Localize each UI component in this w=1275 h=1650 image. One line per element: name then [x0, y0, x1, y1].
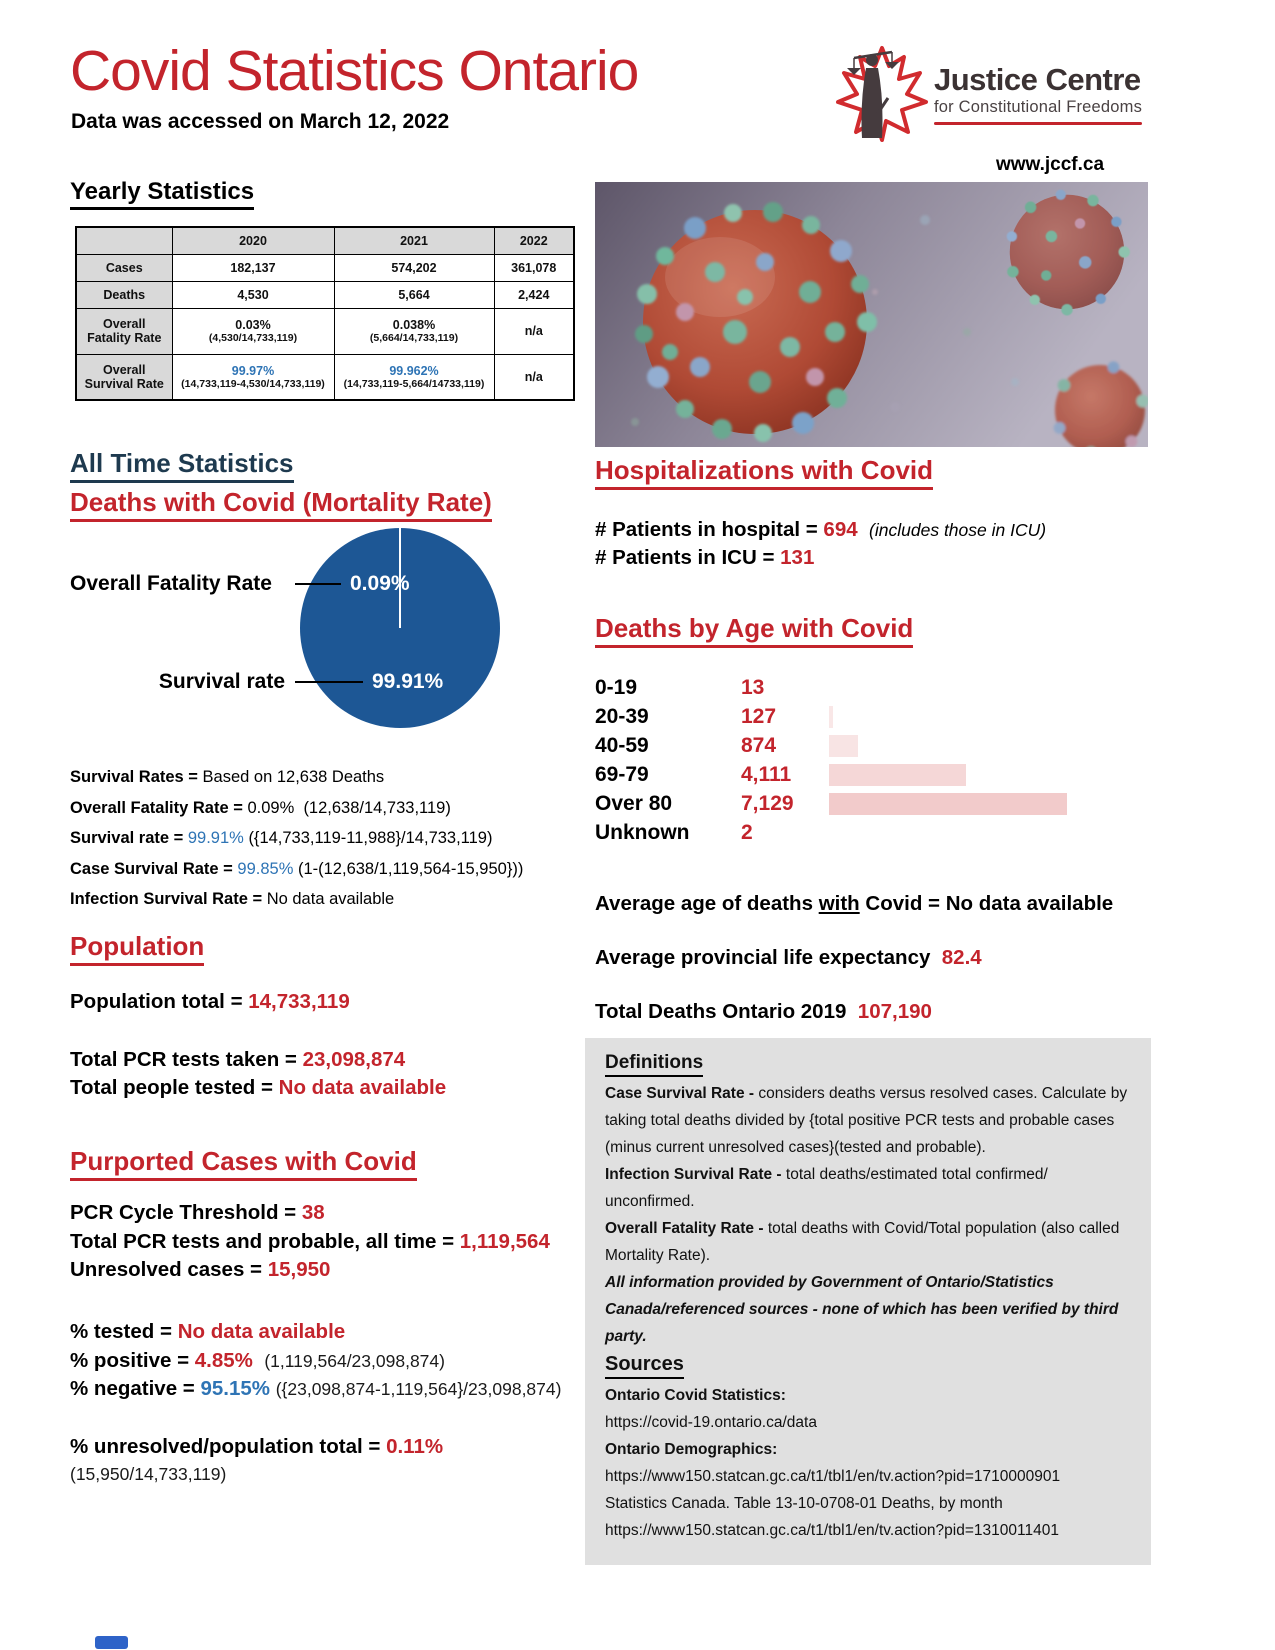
table-row-survival-rate: [76, 354, 574, 400]
source-label-ontario-covid: Ontario Covid Statistics:: [605, 1387, 786, 1405]
pcr-tests-probable-line: Total PCR tests and probable, all time = 1,119,564: [70, 1229, 550, 1253]
all-time-statistics-heading: All Time Statistics: [70, 448, 294, 483]
logo-org-name: Justice Centre: [934, 62, 1141, 97]
age-bracket: 40-59: [595, 734, 649, 758]
right-column: [595, 455, 1151, 1565]
pie-value: 0.09%: [350, 572, 410, 595]
table-row-deaths: [76, 281, 574, 308]
pct-tested-line: % tested = No data available: [70, 1320, 346, 1344]
age-bar: [829, 764, 966, 786]
table-cell-formula: (14,733,119-4,530/14,733,119): [181, 377, 325, 390]
column-header-2021: 2021: [334, 227, 494, 254]
source-statcan-table: Statistics Canada. Table 13-10-0708-01 Deaths, by month: [605, 1494, 1003, 1512]
table-cell-formula: (5,664/14,733,119): [369, 332, 459, 344]
definition-case-survival-rate: Case Survival Rate - considers deaths versus resolved cases. Calculate by taking total deaths divided by {total positive PCR tests and probable cases (minus current unresolved cases}(tested and probable).: [605, 1085, 1128, 1157]
age-row: [595, 761, 1151, 790]
source-url-statcan-deaths[interactable]: https://www150.statcan.gc.ca/t1/tbl1/en/tv.action?pid=1310011401: [605, 1521, 1059, 1539]
hospitalizations-heading: Hospitalizations with Covid: [595, 455, 933, 490]
age-row: [595, 703, 1151, 732]
table-cell: 574,202: [391, 260, 437, 275]
table-corner-cell: [76, 227, 172, 254]
age-row: [595, 732, 1151, 761]
age-bracket: Unknown: [595, 821, 690, 845]
footer-accent-bar: [95, 1636, 128, 1649]
yearly-statistics-table: [75, 226, 575, 401]
deaths-with-covid-heading: Deaths with Covid (Mortality Rate): [70, 487, 492, 522]
table-row-cases: [76, 254, 574, 281]
survival-rate-notes: [70, 762, 586, 915]
age-death-count: 13: [741, 676, 765, 700]
pie-leader-line: [295, 681, 363, 684]
definitions-sources-box: [585, 1038, 1151, 1565]
row-label: Overall Survival Rate: [76, 354, 172, 400]
sources-heading: Sources: [605, 1353, 684, 1379]
age-bar: [829, 793, 1067, 815]
pct-unresolved-formula: (15,950/14,733,119): [70, 1464, 227, 1485]
yearly-statistics-heading: Yearly Statistics: [70, 178, 254, 210]
table-cell: 0.038%: [392, 318, 436, 332]
table-cell-formula: (4,530/14,733,119): [208, 332, 298, 344]
data-accessed-date: Data was accessed on March 12, 2022: [71, 110, 450, 133]
table-cell: 99.962%: [389, 363, 439, 378]
column-header-2022: 2022: [494, 227, 574, 254]
average-age-of-deaths-line: Average age of deaths with Covid = No data available: [595, 891, 1114, 915]
population-heading: Population: [70, 931, 204, 966]
justice-centre-logo: [830, 42, 1148, 176]
row-label: Overall Fatality Rate: [76, 308, 172, 354]
pie-label: Survival rate: [158, 670, 285, 693]
purported-cases-heading: Purported Cases with Covid: [70, 1146, 417, 1181]
pcr-tests-taken-line: Total PCR tests taken = 23,098,874: [70, 1047, 406, 1071]
pct-unresolved-line: % unresolved/population total = 0.11%: [70, 1435, 444, 1459]
page-title: Covid Statistics Ontario: [70, 39, 639, 103]
note-line: Case Survival Rate = 99.85% (1-(12,638/1,119,564-15,950})): [70, 859, 524, 878]
pie-callout-fatality: [70, 572, 410, 596]
mortality-pie-chart: [70, 526, 586, 748]
table-cell: 2,424: [518, 287, 550, 302]
age-bracket: Over 80: [595, 792, 673, 816]
age-bracket: 69-79: [595, 763, 649, 787]
pie-value: 99.91%: [372, 670, 444, 693]
patients-in-icu-line: # Patients in ICU = 131: [595, 546, 815, 570]
age-bracket: 0-19: [595, 676, 638, 700]
definition-overall-fatality-rate: Overall Fatality Rate - total deaths with Covid/Total population (also called Mortality Rate).: [605, 1220, 1120, 1265]
table-cell: 361,078: [511, 260, 557, 275]
definition-infection-survival-rate: Infection Survival Rate - total deaths/estimated total confirmed/ unconfirmed.: [605, 1166, 1048, 1211]
definitions-heading: Definitions: [605, 1052, 703, 1077]
age-bar: [829, 706, 833, 728]
age-death-count: 2: [741, 821, 753, 845]
table-cell: n/a: [524, 369, 543, 384]
deaths-by-age-chart: [595, 674, 1151, 848]
age-death-count: 874: [741, 734, 777, 758]
age-row: [595, 790, 1151, 819]
logo-tagline: for Constitutional Freedoms: [934, 98, 1143, 116]
source-label-ontario-demographics: Ontario Demographics:: [605, 1441, 778, 1459]
pie-leader-line: [295, 583, 341, 586]
age-death-count: 7,129: [741, 792, 794, 816]
table-row-fatality-rate: [76, 308, 574, 354]
source-url-statcan-demographics[interactable]: https://www150.statcan.gc.ca/t1/tbl1/en/tv.action?pid=1710000901: [605, 1468, 1061, 1485]
note-line: Survival Rates = Based on 12,638 Deaths: [70, 768, 385, 786]
patients-in-hospital-line: # Patients in hospital = 694 (includes those in ICU): [595, 518, 1047, 541]
age-bracket: 20-39: [595, 705, 649, 729]
logo-red-underline: [934, 122, 1142, 125]
left-column: [70, 448, 586, 1485]
age-death-count: 4,111: [741, 763, 792, 787]
pie-callout-survival: [70, 670, 443, 694]
table-cell: 0.03%: [235, 318, 271, 332]
table-cell: 182,137: [230, 260, 276, 275]
table-cell: 99.97%: [231, 363, 275, 378]
pie-label: Overall Fatality Rate: [70, 572, 272, 595]
covid-virus-image: [595, 182, 1148, 447]
age-row: [595, 674, 1151, 703]
deaths-by-age-heading: Deaths by Age with Covid: [595, 613, 913, 648]
population-total-line: Population total = 14,733,119: [70, 989, 350, 1013]
note-line: Infection Survival Rate = No data available: [70, 890, 395, 909]
column-header-2020: 2020: [172, 227, 334, 254]
row-label: Cases: [76, 254, 172, 281]
age-death-count: 127: [741, 705, 777, 729]
row-label: Deaths: [76, 281, 172, 308]
disclaimer-text: All information provided by Government of Ontario/Statistics Canada/referenced sources - none of which has been verified by third party.: [605, 1274, 1119, 1346]
total-deaths-2019-line: Total Deaths Ontario 2019 107,190: [595, 1000, 932, 1024]
source-url-ontario-covid[interactable]: https://covid-19.ontario.ca/data: [605, 1414, 817, 1432]
age-row: [595, 819, 1151, 848]
pct-negative-line: % negative = 95.15% ({23,098,874-1,119,564}/23,098,874): [70, 1376, 562, 1400]
table-cell-formula: (14,733,119-5,664/14733,119): [343, 377, 485, 390]
pie-survival-slice: [300, 528, 500, 728]
table-cell: n/a: [524, 324, 543, 338]
website-link[interactable]: www.jccf.ca: [995, 154, 1105, 175]
pcr-cycle-threshold-line: PCR Cycle Threshold = 38: [70, 1201, 325, 1225]
life-expectancy-line: Average provincial life expectancy 82.4: [595, 945, 982, 969]
unresolved-cases-line: Unresolved cases = 15,950: [70, 1257, 331, 1281]
note-line: Overall Fatality Rate = 0.09% (12,638/14,733,119): [70, 798, 451, 817]
table-cell: 5,664: [398, 287, 430, 302]
table-cell: 4,530: [237, 287, 269, 302]
pct-positive-line: % positive = 4.85% (1,119,564/23,098,874): [70, 1348, 445, 1372]
lady-justice-maple-leaf-icon: [830, 42, 934, 146]
age-bar: [829, 735, 858, 757]
note-line: Survival rate = 99.91% ({14,733,119-11,988}/14,733,119): [70, 829, 493, 848]
people-tested-line: Total people tested = No data available: [70, 1076, 447, 1100]
